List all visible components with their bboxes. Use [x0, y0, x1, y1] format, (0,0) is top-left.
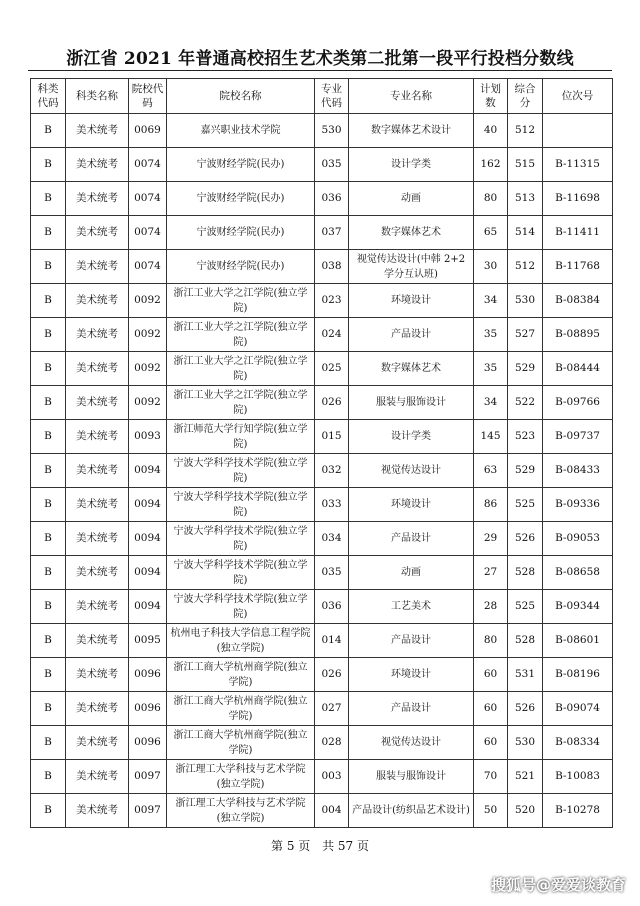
- table-row: [31, 658, 613, 692]
- cell-school-name: 宁波大学科学技术学院(独立学院): [167, 590, 315, 624]
- cell-composite-score: 529: [508, 454, 543, 488]
- header-school-name: 院校名称: [167, 79, 315, 114]
- cell-major-code: 036: [315, 182, 349, 216]
- cell-rank: B-09737: [543, 420, 613, 454]
- cell-composite-score: 521: [508, 760, 543, 794]
- cell-category-name: 美术统考: [66, 692, 129, 726]
- title-divider: [28, 70, 612, 71]
- cell-composite-score: 520: [508, 794, 543, 828]
- cell-major-name: 服装与服饰设计: [349, 760, 474, 794]
- cell-rank: [543, 114, 613, 148]
- table-row: [31, 624, 613, 658]
- table-row: [31, 182, 613, 216]
- cell-category-name: 美术统考: [66, 352, 129, 386]
- page-title: 浙江省 2021 年普通高校招生艺术类第二批第一段平行投档分数线: [66, 49, 574, 69]
- cell-major-code: 032: [315, 454, 349, 488]
- cell-composite-score: 525: [508, 590, 543, 624]
- cell-school-code: 0094: [129, 488, 167, 522]
- table-row: [31, 284, 613, 318]
- cell-category-code: B: [31, 386, 66, 420]
- cell-category-code: B: [31, 420, 66, 454]
- cell-composite-score: 527: [508, 318, 543, 352]
- cell-rank: B-11768: [543, 250, 613, 284]
- page-total: 共 57 页: [322, 839, 369, 853]
- cell-category-code: B: [31, 522, 66, 556]
- cell-school-name: 嘉兴职业技术学院: [167, 114, 315, 148]
- cell-category-name: 美术统考: [66, 760, 129, 794]
- cell-category-code: B: [31, 318, 66, 352]
- cell-rank: B-09053: [543, 522, 613, 556]
- cell-major-code: 023: [315, 284, 349, 318]
- cell-composite-score: 515: [508, 148, 543, 182]
- cell-category-name: 美术统考: [66, 182, 129, 216]
- cell-school-code: 0074: [129, 148, 167, 182]
- cell-plan-count: 70: [474, 760, 508, 794]
- cell-school-name: 宁波财经学院(民办): [167, 182, 315, 216]
- cell-composite-score: 530: [508, 726, 543, 760]
- cell-rank: B-11315: [543, 148, 613, 182]
- table-row: [31, 556, 613, 590]
- cell-major-name: 环境设计: [349, 284, 474, 318]
- cell-rank: B-10278: [543, 794, 613, 828]
- cell-plan-count: 60: [474, 726, 508, 760]
- cell-category-name: 美术统考: [66, 488, 129, 522]
- cell-school-name: 浙江工业大学之江学院(独立学院): [167, 386, 315, 420]
- cell-major-name: 服装与服饰设计: [349, 386, 474, 420]
- table-row: [31, 454, 613, 488]
- header-category-code: 科类代码: [31, 79, 66, 114]
- table-row: [31, 420, 613, 454]
- cell-school-name: 浙江工业大学之江学院(独立学院): [167, 318, 315, 352]
- cell-category-code: B: [31, 352, 66, 386]
- cell-major-name: 设计学类: [349, 420, 474, 454]
- cell-school-code: 0094: [129, 556, 167, 590]
- cell-plan-count: 60: [474, 692, 508, 726]
- cell-category-code: B: [31, 624, 66, 658]
- cell-category-code: B: [31, 216, 66, 250]
- header-category-name: 科类名称: [66, 79, 129, 114]
- cell-category-code: B: [31, 692, 66, 726]
- cell-plan-count: 80: [474, 624, 508, 658]
- cell-major-code: 035: [315, 148, 349, 182]
- cell-plan-count: 162: [474, 148, 508, 182]
- cell-rank: B-08196: [543, 658, 613, 692]
- cell-major-name: 环境设计: [349, 488, 474, 522]
- cell-major-name: 产品设计: [349, 318, 474, 352]
- cell-school-name: 浙江工商大学杭州商学院(独立学院): [167, 658, 315, 692]
- cell-major-code: 024: [315, 318, 349, 352]
- cell-major-code: 027: [315, 692, 349, 726]
- cell-major-name: 数字媒体艺术设计: [349, 114, 474, 148]
- header-major-name: 专业名称: [349, 79, 474, 114]
- cell-composite-score: 530: [508, 284, 543, 318]
- cell-rank: B-10083: [543, 760, 613, 794]
- table-header-row: [31, 79, 613, 114]
- table-row: [31, 250, 613, 284]
- cell-school-code: 0094: [129, 590, 167, 624]
- cell-rank: B-09336: [543, 488, 613, 522]
- cell-school-name: 宁波大学科学技术学院(独立学院): [167, 556, 315, 590]
- cell-plan-count: 50: [474, 794, 508, 828]
- cell-category-name: 美术统考: [66, 318, 129, 352]
- table-row: [31, 148, 613, 182]
- cell-school-code: 0074: [129, 182, 167, 216]
- cell-major-code: 004: [315, 794, 349, 828]
- cell-major-code: 038: [315, 250, 349, 284]
- cell-school-name: 宁波大学科学技术学院(独立学院): [167, 488, 315, 522]
- cell-category-name: 美术统考: [66, 386, 129, 420]
- cell-school-code: 0092: [129, 284, 167, 318]
- cell-major-name: 数字媒体艺术: [349, 352, 474, 386]
- cell-rank: B-08895: [543, 318, 613, 352]
- cell-major-code: 034: [315, 522, 349, 556]
- cell-major-name: 产品设计: [349, 692, 474, 726]
- cell-composite-score: 525: [508, 488, 543, 522]
- table-row: [31, 352, 613, 386]
- cell-major-name: 数字媒体艺术: [349, 216, 474, 250]
- cell-school-code: 0092: [129, 318, 167, 352]
- page-number: 第 5 页: [271, 839, 311, 853]
- cell-composite-score: 528: [508, 556, 543, 590]
- cell-category-name: 美术统考: [66, 590, 129, 624]
- cell-rank: B-08384: [543, 284, 613, 318]
- cell-category-name: 美术统考: [66, 284, 129, 318]
- cell-major-name: 视觉传达设计: [349, 454, 474, 488]
- table-row: [31, 522, 613, 556]
- cell-major-name: 产品设计(纺织品艺术设计): [349, 794, 474, 828]
- table-row: [31, 590, 613, 624]
- cell-major-name: 视觉传达设计: [349, 726, 474, 760]
- header-school-code: 院校代码: [129, 79, 167, 114]
- cell-school-code: 0094: [129, 522, 167, 556]
- cell-major-code: 036: [315, 590, 349, 624]
- cell-school-code: 0096: [129, 658, 167, 692]
- cell-school-name: 浙江师范大学行知学院(独立学院): [167, 420, 315, 454]
- cell-composite-score: 526: [508, 522, 543, 556]
- table-row: [31, 114, 613, 148]
- cell-category-code: B: [31, 284, 66, 318]
- cell-major-name: 动画: [349, 556, 474, 590]
- cell-composite-score: 512: [508, 250, 543, 284]
- cell-school-code: 0097: [129, 760, 167, 794]
- cell-plan-count: 63: [474, 454, 508, 488]
- cell-composite-score: 526: [508, 692, 543, 726]
- cell-plan-count: 60: [474, 658, 508, 692]
- cell-plan-count: 35: [474, 352, 508, 386]
- cell-category-code: B: [31, 488, 66, 522]
- cell-school-name: 浙江理工大学科技与艺术学院(独立学院): [167, 794, 315, 828]
- cell-plan-count: 34: [474, 284, 508, 318]
- cell-category-name: 美术统考: [66, 148, 129, 182]
- cell-category-name: 美术统考: [66, 624, 129, 658]
- cell-composite-score: 529: [508, 352, 543, 386]
- cell-school-code: 0074: [129, 250, 167, 284]
- cell-category-name: 美术统考: [66, 114, 129, 148]
- table-row: [31, 488, 613, 522]
- cell-school-name: 宁波财经学院(民办): [167, 148, 315, 182]
- cell-school-name: 宁波财经学院(民办): [167, 250, 315, 284]
- cell-plan-count: 86: [474, 488, 508, 522]
- cell-major-code: 037: [315, 216, 349, 250]
- cell-plan-count: 30: [474, 250, 508, 284]
- cell-major-name: 设计学类: [349, 148, 474, 182]
- cell-plan-count: 35: [474, 318, 508, 352]
- cell-category-code: B: [31, 726, 66, 760]
- cell-category-code: B: [31, 760, 66, 794]
- table-row: [31, 386, 613, 420]
- cell-category-name: 美术统考: [66, 794, 129, 828]
- table-row: [31, 216, 613, 250]
- cell-category-name: 美术统考: [66, 420, 129, 454]
- cell-major-name: 产品设计: [349, 624, 474, 658]
- cell-plan-count: 65: [474, 216, 508, 250]
- cell-school-name: 浙江工业大学之江学院(独立学院): [167, 352, 315, 386]
- cell-composite-score: 513: [508, 182, 543, 216]
- cell-category-name: 美术统考: [66, 250, 129, 284]
- header-plan-count: 计划数: [474, 79, 508, 114]
- cell-rank: B-08444: [543, 352, 613, 386]
- cell-rank: B-08433: [543, 454, 613, 488]
- admission-score-table: [30, 78, 613, 828]
- cell-school-code: 0093: [129, 420, 167, 454]
- table-row: [31, 318, 613, 352]
- cell-composite-score: 523: [508, 420, 543, 454]
- header-rank: 位次号: [543, 79, 613, 114]
- cell-category-name: 美术统考: [66, 556, 129, 590]
- table-row: [31, 760, 613, 794]
- cell-major-code: 015: [315, 420, 349, 454]
- cell-major-code: 033: [315, 488, 349, 522]
- watermark-text: 搜狐号@爱爱谈教育: [490, 876, 626, 894]
- cell-major-name: 产品设计: [349, 522, 474, 556]
- cell-school-name: 浙江工业大学之江学院(独立学院): [167, 284, 315, 318]
- cell-category-code: B: [31, 114, 66, 148]
- cell-major-code: 035: [315, 556, 349, 590]
- cell-rank: B-09074: [543, 692, 613, 726]
- cell-plan-count: 145: [474, 420, 508, 454]
- cell-category-name: 美术统考: [66, 216, 129, 250]
- cell-school-name: 宁波大学科学技术学院(独立学院): [167, 454, 315, 488]
- cell-rank: B-08601: [543, 624, 613, 658]
- cell-category-name: 美术统考: [66, 522, 129, 556]
- cell-major-code: 025: [315, 352, 349, 386]
- cell-rank: B-09344: [543, 590, 613, 624]
- cell-major-code: 026: [315, 386, 349, 420]
- cell-school-code: 0095: [129, 624, 167, 658]
- cell-school-code: 0074: [129, 216, 167, 250]
- cell-major-name: 视觉传达设计(中韩 2+2 学分互认班): [349, 250, 474, 284]
- cell-category-code: B: [31, 148, 66, 182]
- cell-rank: B-11698: [543, 182, 613, 216]
- table-body: [31, 114, 613, 828]
- cell-plan-count: 28: [474, 590, 508, 624]
- cell-composite-score: 528: [508, 624, 543, 658]
- cell-major-code: 014: [315, 624, 349, 658]
- cell-major-code: 530: [315, 114, 349, 148]
- cell-composite-score: 512: [508, 114, 543, 148]
- cell-major-code: 003: [315, 760, 349, 794]
- cell-composite-score: 522: [508, 386, 543, 420]
- cell-school-name: 浙江工商大学杭州商学院(独立学院): [167, 692, 315, 726]
- cell-school-code: 0096: [129, 726, 167, 760]
- cell-category-code: B: [31, 182, 66, 216]
- page-footer: [0, 837, 640, 854]
- cell-school-name: 浙江工商大学杭州商学院(独立学院): [167, 726, 315, 760]
- cell-category-name: 美术统考: [66, 726, 129, 760]
- cell-plan-count: 34: [474, 386, 508, 420]
- header-composite-score: 综合分: [508, 79, 543, 114]
- cell-major-code: 026: [315, 658, 349, 692]
- cell-category-code: B: [31, 250, 66, 284]
- cell-school-name: 宁波大学科学技术学院(独立学院): [167, 522, 315, 556]
- cell-major-code: 028: [315, 726, 349, 760]
- cell-category-name: 美术统考: [66, 454, 129, 488]
- cell-school-name: 杭州电子科技大学信息工程学院(独立学院): [167, 624, 315, 658]
- cell-plan-count: 27: [474, 556, 508, 590]
- cell-school-name: 宁波财经学院(民办): [167, 216, 315, 250]
- cell-category-name: 美术统考: [66, 658, 129, 692]
- cell-rank: B-08658: [543, 556, 613, 590]
- cell-plan-count: 29: [474, 522, 508, 556]
- cell-composite-score: 531: [508, 658, 543, 692]
- cell-plan-count: 40: [474, 114, 508, 148]
- cell-school-name: 浙江理工大学科技与艺术学院(独立学院): [167, 760, 315, 794]
- header-major-code: 专业代码: [315, 79, 349, 114]
- cell-school-code: 0092: [129, 386, 167, 420]
- cell-rank: B-09766: [543, 386, 613, 420]
- cell-category-code: B: [31, 658, 66, 692]
- cell-category-code: B: [31, 556, 66, 590]
- cell-major-name: 动画: [349, 182, 474, 216]
- table-row: [31, 692, 613, 726]
- cell-category-code: B: [31, 454, 66, 488]
- cell-composite-score: 514: [508, 216, 543, 250]
- cell-rank: B-11411: [543, 216, 613, 250]
- cell-school-code: 0069: [129, 114, 167, 148]
- cell-category-code: B: [31, 794, 66, 828]
- cell-major-name: 工艺美术: [349, 590, 474, 624]
- cell-school-code: 0096: [129, 692, 167, 726]
- cell-school-code: 0092: [129, 352, 167, 386]
- cell-major-name: 环境设计: [349, 658, 474, 692]
- table-row: [31, 726, 613, 760]
- cell-rank: B-08334: [543, 726, 613, 760]
- cell-plan-count: 80: [474, 182, 508, 216]
- table-row: [31, 794, 613, 828]
- cell-school-code: 0094: [129, 454, 167, 488]
- cell-category-code: B: [31, 590, 66, 624]
- cell-school-code: 0097: [129, 794, 167, 828]
